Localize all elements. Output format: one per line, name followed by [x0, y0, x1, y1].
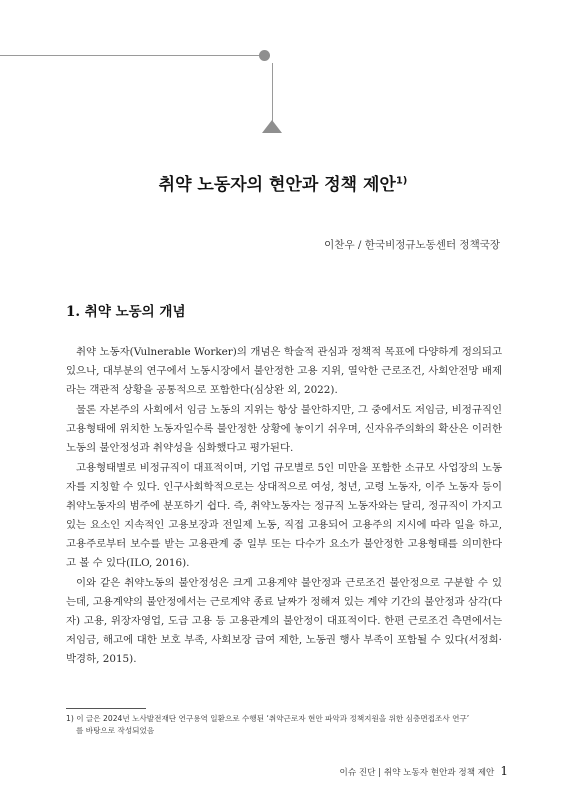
article-title-text: 취약 노동자의 현안과 정책 제안 [158, 175, 396, 195]
paragraph-3: 고용형태별로 비정규직이 대표적이며, 기업 규모별로 5인 미만을 포함한 소규모 사업장의 노동자를 지칭할 수 있다. 인구사회학적으로는 상대적으로 여성, 청년, 고령 노동자, 이주 노동자 등이 취약노동자의 범주에 분포하기 쉽다. 즉, 취약노동자는 정규직 노동자와는 달리, 정규직이 가지고 있는 요소인 지속적인 고용보장과 전일제 노동, 직접 고용되어 고용주의 지시에 따라 일을 하고, 고용주로부터 보수를 받는 고용관계 중 일부 또는 다수가 요소가 불안정한 고용형태를 의미한다고 볼 수 있다(ILO, 2016). [66, 462, 502, 569]
section-heading: 1. 취약 노동의 개념 [66, 304, 186, 320]
paragraph-1: 취약 노동자(Vulnerable Worker)의 개념은 학술적 관심과 정책적 목표에 다양하게 정의되고 있으나, 대부분의 연구에서 노동시장에서 불안정한 고용 지위, 열악한 근로조건, 사회안전망 배제라는 객관적 상황을 공통적으로 포함한다(심상완 외, 2022). [66, 346, 502, 396]
paragraph-4: 이와 같은 취약노동의 불안정성은 크게 고용계약 불안정과 근로조건 불안정으로 구분할 수 있는데, 고용계약의 불안정에서는 근로계약 종료 날짜가 정해져 있는 계약 기간의 불안정과 삼각(다자) 고용, 위장자영업, 도급 고용 등 고용관계의 불안정이 대표적이다. 한편 근로조건 측면에서는 저임금, 해고에 대한 보호 부족, 사회보장 급여 제한, 노동권 행사 부족이 포함될 수 있다(서정희·박경하, 2015). [66, 577, 502, 665]
article-title [0, 170, 566, 195]
decorative-lamp-icon [262, 120, 282, 133]
header-rule [0, 55, 266, 56]
running-footer [340, 764, 508, 778]
decorative-stem [272, 63, 273, 121]
footnote [66, 713, 506, 737]
footnote-line-1: 1) 이 글은 2024년 노사발전재단 연구용역 일환으로 수행된 ‘취약근로자 현안 파악과 정책지원을 위한 심층면접조사 연구’ [66, 714, 470, 723]
decorative-dot-icon [259, 50, 270, 61]
paragraph-2: 물론 자본주의 사회에서 임금 노동의 지위는 항상 불안하지만, 그 중에서도 저임금, 비정규직인 고용형태에 위치한 노동자일수록 불안정한 상황에 놓이기 쉬우며, 신자유주의화의 확산은 이러한 노동의 불안정성과 취약성을 심화했다고 평가된다. [66, 404, 502, 454]
page-number: 1 [500, 764, 508, 778]
title-footnote-marker[interactable]: 1) [395, 175, 408, 187]
author-line: 이찬우 / 한국비정규노동센터 정책국장 [324, 239, 500, 251]
footnote-line-2: 를 바탕으로 작성되었음 [76, 726, 155, 735]
footnote-divider [66, 708, 146, 709]
body-text [66, 343, 502, 670]
running-footer-label: 이슈 진단 | 취약 노동자 현안과 정책 제안 [339, 768, 495, 778]
